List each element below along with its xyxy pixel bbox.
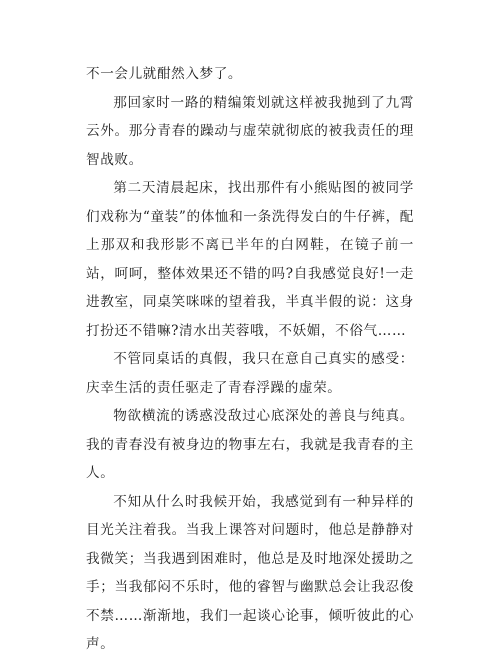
paragraph-next-morning: 第二天清晨起床，找出那件有小熊贴图的被同学们戏称为“童装”的体恤和一条洗得发白的牛仔裤，配上那双和我形影不离已半年的白网鞋，在镜子前一站，呵呵，整体效果还不错的吗?自我感觉良好!一走进教室，同桌笑咪咪的望着我，半真半假的说：这身打扮还不错嘛?清水出芙蓉哦，不妖媚，不俗气…… bbox=[86, 180, 414, 339]
paragraph-travel-plans: 那回家时一路的精编策划就这样被我抛到了九霄云外。那分青春的躁动与虚荣就彻底的被我责任的理智战败。 bbox=[86, 94, 414, 168]
paragraph-continuation: 不一会儿就酣然入梦了。 bbox=[86, 66, 243, 82]
paragraph-true-feelings: 不管同桌话的真假，我只在意自己真实的感受：庆幸生活的责任驱走了青春浮躁的虚荣。 bbox=[86, 351, 414, 396]
paragraph-temptation: 物欲横流的诱惑没敌过心底深处的善良与纯真。我的青春没有被身边的物事左右，我就是我青春的主人。 bbox=[86, 408, 414, 481]
paragraph-gaze: 不知从什么时我候开始，我感觉到有一种异样的目光关注着我。当我上课答对问题时，他总是静静对我微笑；当我遇到困难时，他总是及时地深处援助之手；当我郁闷不乐时，他的睿智与幽默总会让我忍俊不禁……渐渐地，我们一起谈心论事，倾听彼此的心声。 bbox=[86, 493, 414, 652]
